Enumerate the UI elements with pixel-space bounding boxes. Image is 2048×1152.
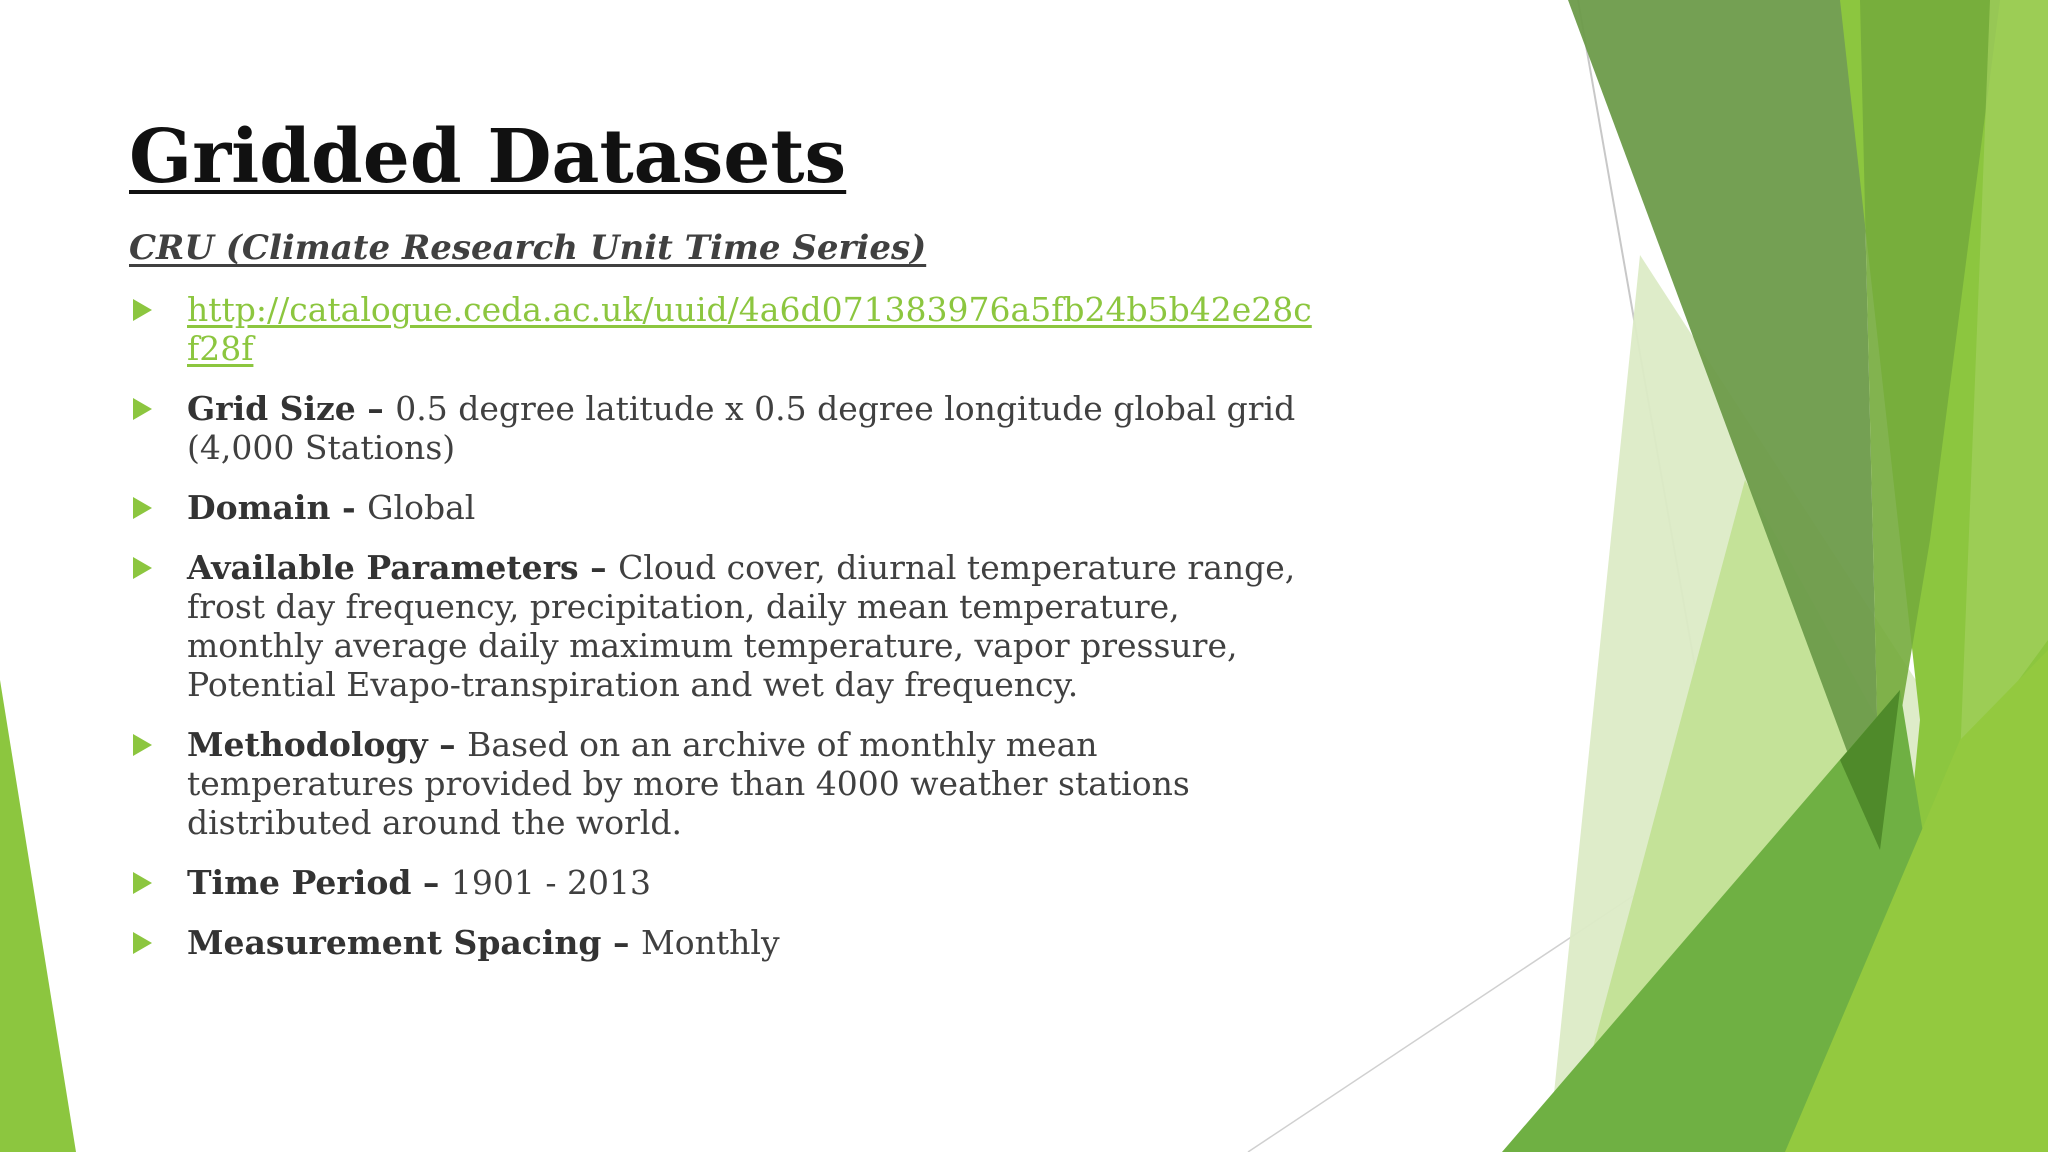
bullet-label: Grid Size [187, 389, 356, 428]
bullet-domain [129, 488, 1319, 527]
bullet-label: Domain [187, 488, 331, 527]
slide-title: Gridded Datasets [129, 114, 847, 200]
bullet-text: Cloud cover, diurnal temperature range, frost day frequency, precipitation, daily mean temperature, monthly average daily maximum temperature, vapor pressure, Potential Evapo-transpiration and wet day frequency. [187, 548, 1296, 704]
left-green-sliver [0, 680, 76, 1152]
bullet-separator: – [601, 923, 641, 962]
bullet-text: 1901 - 2013 [450, 863, 652, 902]
bullet-arrow-icon [133, 497, 152, 519]
bullet-separator: – [411, 863, 451, 902]
bullet-text: Based on an archive of monthly mean temperatures provided by more than 4000 weather stations distributed around the world. [187, 725, 1190, 842]
bullet-arrow-icon [133, 734, 152, 756]
bullet-grid-size [129, 389, 1319, 467]
bullet-label: Measurement Spacing [187, 923, 602, 962]
bullet-arrow-icon [133, 932, 152, 954]
bullet-list [129, 290, 1319, 983]
bullet-label: Methodology [187, 725, 428, 764]
bullet-separator: - [330, 488, 368, 527]
bullet-arrow-icon [133, 398, 152, 420]
slide-subtitle: CRU (Climate Research Unit Time Series) [129, 228, 927, 268]
bullet-label: Available Parameters [187, 548, 579, 587]
bullet-link-item [129, 290, 1319, 368]
bullet-time-period [129, 863, 1319, 902]
dataset-link[interactable]: http://catalogue.ceda.ac.uk/uuid/4a6d071383976a5fb24b5b42e28cf28f [187, 290, 1312, 368]
bullet-methodology [129, 725, 1319, 842]
bullet-separator: – [355, 389, 396, 428]
bullet-separator: – [578, 548, 619, 587]
bullet-arrow-icon [133, 299, 152, 321]
bullet-arrow-icon [133, 557, 152, 579]
bullet-arrow-icon [133, 872, 152, 894]
bullet-label: Time Period [187, 863, 412, 902]
bullet-available-parameters [129, 548, 1319, 704]
bullet-text: Global [367, 488, 476, 527]
bullet-separator: – [427, 725, 468, 764]
bullet-measurement-spacing [129, 923, 1319, 962]
bullet-text: Monthly [640, 923, 780, 962]
bullet-text: 0.5 degree latitude x 0.5 degree longitude global grid (4,000 Stations) [187, 389, 1296, 467]
